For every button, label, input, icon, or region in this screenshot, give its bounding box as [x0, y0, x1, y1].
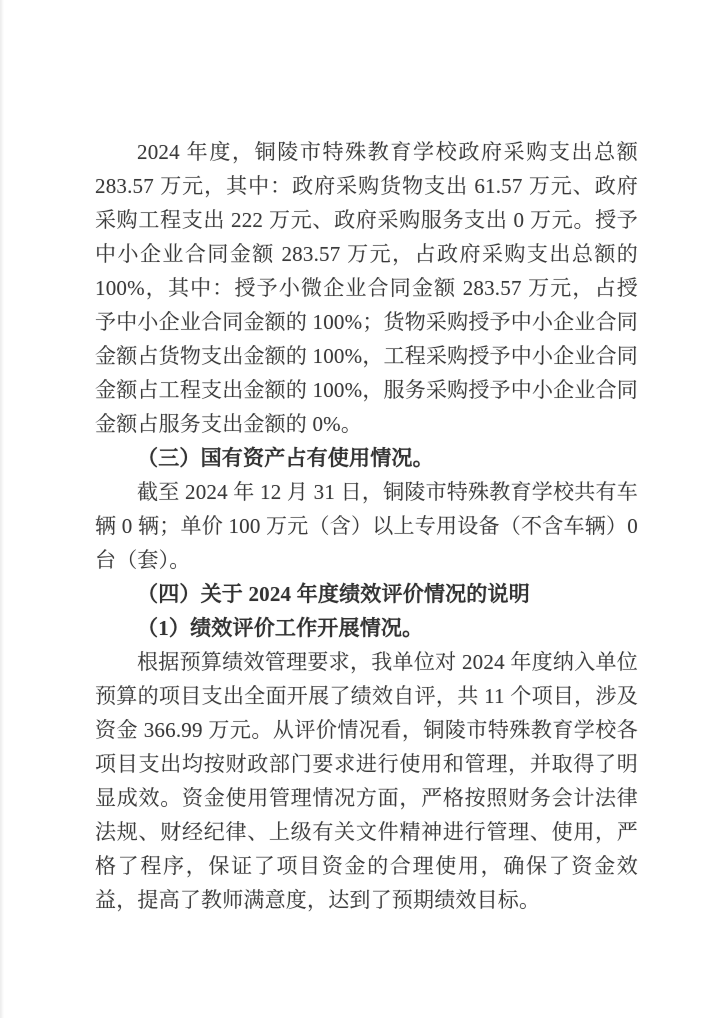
heading-state-assets-usage: （三）国有资产占有使用情况。 — [137, 446, 434, 470]
document-content — [95, 135, 638, 917]
paragraph-state-assets-detail: 截至 2024 年 12 月 31 日，铜陵市特殊教育学校共有车辆 0 辆；单价 100 万元（含）以上专用设备（不含车辆）0 台（套）。 — [95, 480, 638, 572]
paragraph-procurement-summary: 2024 年度，铜陵市特殊教育学校政府采购支出总额 283.57 万元，其中：政府采购货物支出 61.57 万元、政府采购工程支出 222 万元、政府采购服务支出 0 万元。授予中小企业合同金额 283.57 万元，占政府采购支出总额的 100%，其中：授予小微企业合同金额 283.57 万元，占授予中小企业合同金额的 100%；货物采购授予中小企业合同金额占货物支出金额的 100%，工程采购授予中小企业合同金额占工程支出金额的 100%，服务采购授予中小企业合同金额占服务支出金额的 0%。 — [95, 140, 638, 436]
paragraph-performance-evaluation-detail: 根据预算绩效管理要求，我单位对 2024 年度纳入单位预算的项目支出全面开展了绩效自评，共 11 个项目，涉及资金 366.99 万元。从评价情况看，铜陵市特殊教育学校各项目支出均按财政部门要求进行使用和管理，并取得了明显成效。资金使用管理情况方面，严格按照财务会计法律法规、财经纪律、上级有关文件精神进行管理、使用，严格了程序，保证了项目资金的合理使用，确保了资金效益，提高了教师满意度，达到了预期绩效目标。 — [95, 650, 638, 912]
heading-performance-evaluation-work: （1）绩效评价工作开展情况。 — [137, 616, 424, 640]
heading-performance-evaluation-2024: （四）关于 2024 年度绩效评价情况的说明 — [137, 582, 530, 606]
scan-edge-artifact — [0, 0, 4, 1018]
